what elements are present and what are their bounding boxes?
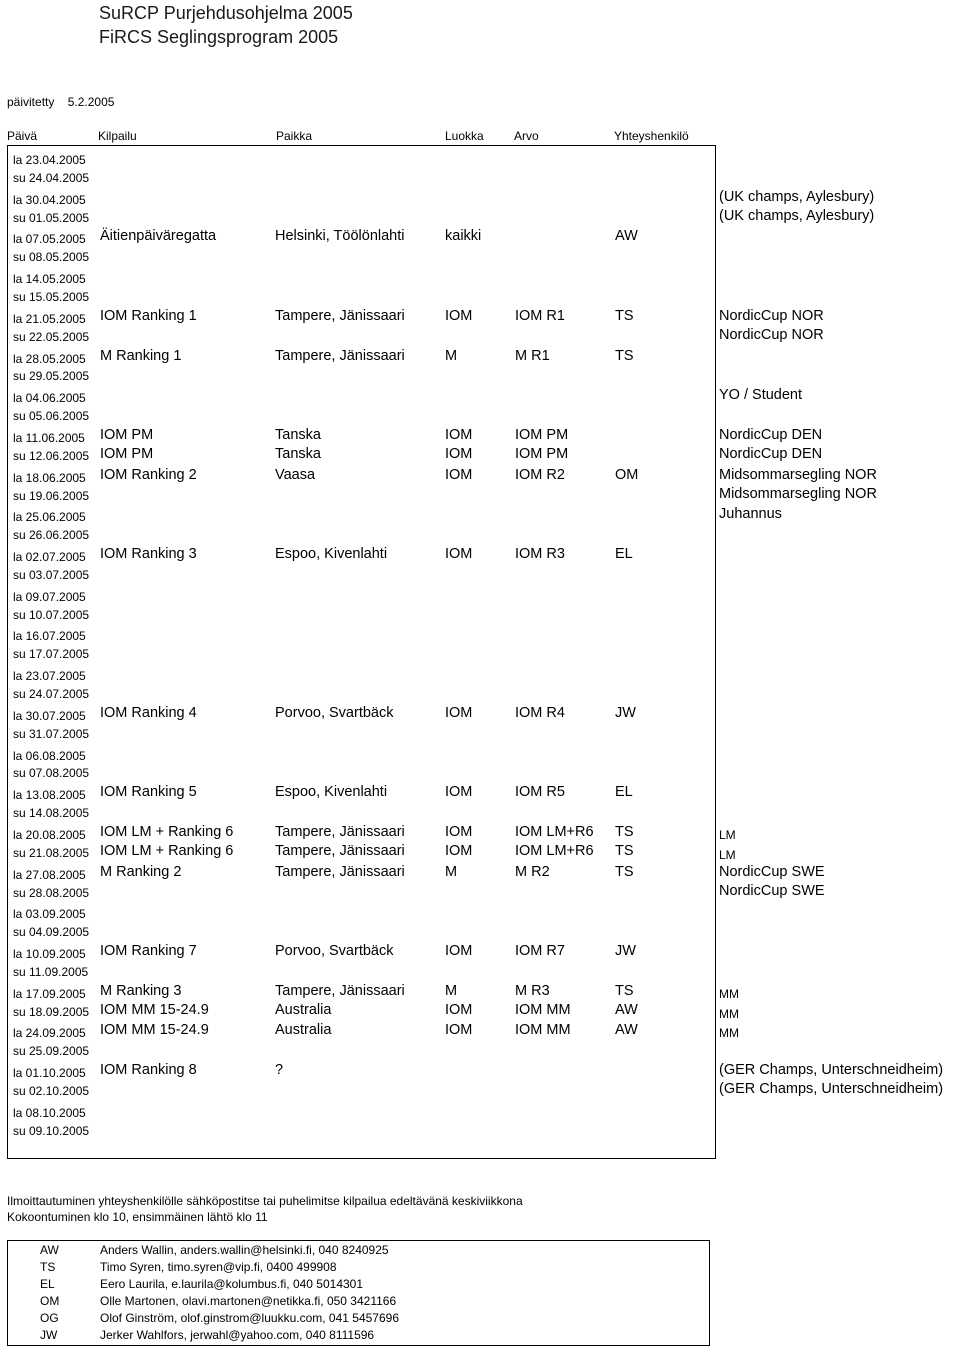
row-date: su 05.06.2005: [13, 409, 90, 424]
table-row: [0, 366, 960, 386]
row-date: la 10.09.2005: [13, 947, 86, 961]
title-line-2: FiRCS Seglingsprogram 2005: [99, 27, 339, 47]
table-row: [0, 386, 960, 406]
row-location: Tanska: [275, 426, 321, 443]
table-row: [0, 1002, 960, 1022]
row-date: su 28.08.2005: [13, 885, 90, 900]
row-date: la 14.05.2005: [13, 272, 86, 287]
table-row: [0, 208, 960, 228]
row-class: IOM: [445, 704, 473, 721]
row-class: M: [445, 347, 458, 364]
row-note: NordicCup DEN: [719, 426, 823, 443]
row-date: la 08.10.2005: [13, 1105, 86, 1120]
table-row: [0, 188, 960, 208]
row-note: Juhannus: [719, 506, 782, 523]
row-date: su 29.05.2005: [13, 369, 90, 384]
row-class: IOM: [445, 784, 473, 801]
row-date: la 23.07.2005: [13, 669, 86, 684]
row-class: M: [445, 982, 458, 999]
row-note: MM: [719, 986, 739, 1001]
row-note: (GER Champs, Unterschneidheim): [719, 1062, 944, 1079]
contact-info: Olof Ginström, olof.ginstrom@luukku.com, 041 5457696: [100, 1311, 399, 1325]
row-rating: IOM MM: [515, 1022, 571, 1039]
row-contact: AW: [615, 228, 638, 245]
table-row: [0, 684, 960, 704]
row-date: su 24.04.2005: [13, 170, 90, 185]
row-date: la 04.06.2005: [13, 391, 86, 406]
row-rating: IOM R2: [515, 466, 565, 483]
contact-code: TS: [40, 1260, 56, 1274]
row-contact: JW: [615, 704, 636, 721]
row-date: su 07.08.2005: [13, 766, 90, 781]
table-row: [0, 863, 960, 883]
row-date: su 24.07.2005: [13, 687, 90, 701]
row-class: IOM: [445, 426, 473, 443]
contact-info: Jerker Wahlfors, jerwahl@yahoo.com, 040 8111596: [100, 1328, 375, 1342]
row-date: su 04.09.2005: [13, 925, 90, 940]
row-rating: IOM MM: [515, 1001, 571, 1018]
row-date: su 18.09.2005: [13, 1004, 90, 1019]
row-date: la 03.09.2005: [13, 907, 86, 922]
row-date: su 08.05.2005: [13, 250, 90, 265]
row-date: la 27.08.2005: [13, 867, 86, 882]
row-rating: IOM PM: [515, 445, 569, 462]
table-row: [0, 585, 960, 605]
row-date: la 02.07.2005: [13, 550, 86, 564]
row-date: la 24.09.2005: [13, 1026, 86, 1041]
row-rating: IOM R1: [515, 307, 565, 324]
table-row: [0, 1061, 960, 1081]
row-competition: Äitienpäiväregatta: [100, 228, 217, 245]
row-date: la 23.04.2005: [13, 153, 86, 167]
contact-code: AW: [40, 1243, 59, 1257]
row-date: la 13.08.2005: [13, 788, 86, 803]
row-date: su 03.07.2005: [13, 567, 90, 582]
contact-info: Olle Martonen, olavi.martonen@netikka.fi, 050 3421166: [100, 1294, 397, 1308]
table-row: [0, 486, 960, 506]
row-note: (UK champs, Aylesbury): [719, 188, 875, 205]
row-note: MM: [719, 1026, 739, 1041]
row-contact: OM: [615, 466, 639, 483]
row-location: Australia: [275, 1022, 332, 1039]
contact-code: JW: [40, 1328, 58, 1342]
header-paikka: Paikka: [276, 129, 313, 143]
row-location: Porvoo, Svartbäck: [275, 943, 394, 959]
row-date: la 30.07.2005: [13, 708, 86, 723]
row-note: NordicCup NOR: [719, 307, 824, 324]
row-note: NordicCup SWE: [719, 863, 825, 880]
row-date: su 22.05.2005: [13, 329, 90, 344]
contact-row: [8, 1294, 708, 1311]
row-date: su 26.06.2005: [13, 528, 90, 543]
row-class: IOM: [445, 307, 473, 324]
row-location: Tampere, Jänissaari: [275, 307, 405, 324]
row-date: su 17.07.2005: [13, 647, 90, 662]
row-date: su 10.07.2005: [13, 607, 90, 622]
table-row: [0, 267, 960, 287]
row-note: (GER Champs, Unterschneidheim): [719, 1081, 944, 1097]
row-rating: M R3: [515, 982, 550, 999]
row-contact: AW: [615, 1022, 638, 1039]
contact-code: EL: [40, 1277, 55, 1291]
header-yhteyshenkilo: Yhteyshenkilö: [614, 129, 689, 143]
table-row: [0, 545, 960, 565]
contact-info: Eero Laurila, e.laurila@kolumbus.fi, 040 5014301: [100, 1277, 364, 1291]
row-location: Australia: [275, 1001, 332, 1018]
header-paiva: Päivä: [7, 129, 38, 143]
row-competition: IOM Ranking 4: [100, 704, 197, 721]
title-line-1: SuRCP Purjehdusohjelma 2005: [99, 3, 353, 23]
row-contact: TS: [615, 842, 634, 859]
table-row: [0, 823, 960, 843]
row-competition: IOM LM + Ranking 6: [100, 823, 234, 840]
row-note: NordicCup SWE: [719, 882, 825, 899]
row-date: la 16.07.2005: [13, 629, 86, 644]
table-row: [0, 605, 960, 625]
row-rating: M R1: [515, 347, 550, 364]
table-row: [0, 1081, 960, 1101]
table-row: [0, 922, 960, 942]
row-note: YO / Student: [719, 387, 803, 404]
row-date: su 19.06.2005: [13, 488, 90, 503]
row-date: la 01.10.2005: [13, 1066, 86, 1081]
row-date: su 01.05.2005: [13, 210, 90, 225]
row-location: Porvoo, Svartbäck: [275, 704, 394, 721]
table-row: [0, 426, 960, 446]
row-contact: TS: [615, 982, 634, 999]
row-class: IOM: [445, 546, 473, 562]
row-competition: IOM Ranking 7: [100, 943, 197, 959]
contact-row: [8, 1243, 708, 1260]
row-rating: IOM LM+R6: [515, 823, 594, 840]
row-competition: IOM Ranking 8: [100, 1062, 197, 1079]
note-gathering: Kokoontuminen klo 10, ensimmäinen lähtö klo 11: [7, 1210, 268, 1224]
row-competition: IOM Ranking 2: [100, 466, 197, 483]
table-row: [0, 565, 960, 585]
notes: [7, 1193, 523, 1225]
row-date: su 21.08.2005: [13, 845, 90, 860]
row-rating: IOM LM+R6: [515, 842, 594, 859]
contact-code: OG: [40, 1311, 59, 1325]
row-location: Tampere, Jänissaari: [275, 347, 405, 364]
row-contact: EL: [615, 546, 633, 562]
row-date: la 06.08.2005: [13, 748, 86, 763]
row-class: IOM: [445, 445, 473, 462]
table-row: [0, 347, 960, 367]
row-date: su 14.08.2005: [13, 806, 90, 821]
row-location: Espoo, Kivenlahti: [275, 784, 388, 801]
row-date: la 30.04.2005: [13, 192, 86, 207]
row-contact: TS: [615, 863, 634, 880]
table-row: [0, 227, 960, 247]
row-competition: IOM LM + Ranking 6: [100, 842, 234, 859]
row-contact: EL: [615, 784, 633, 801]
table-row: [0, 962, 960, 982]
table-row: [0, 406, 960, 426]
table-row: [0, 883, 960, 903]
row-note: Midsommarsegling NOR: [719, 485, 877, 502]
row-date: la 25.06.2005: [13, 510, 86, 525]
row-location: Helsinki, Töölönlahti: [275, 228, 405, 245]
header-kilpailu: Kilpailu: [98, 129, 137, 143]
row-competition: M Ranking 2: [100, 863, 182, 880]
table-row: [0, 148, 960, 168]
row-competition: IOM PM: [100, 426, 154, 443]
row-date: la 17.09.2005: [13, 986, 86, 1001]
contact-info: Timo Syren, timo.syren@vip.fi, 0400 499908: [100, 1260, 337, 1274]
row-date: la 28.05.2005: [13, 351, 86, 366]
row-competition: M Ranking 3: [100, 982, 182, 999]
row-date: su 02.10.2005: [13, 1084, 90, 1098]
table-row: [0, 902, 960, 922]
table-row: [0, 724, 960, 744]
row-date: la 21.05.2005: [13, 311, 86, 326]
row-class: IOM: [445, 1001, 473, 1018]
header-arvo: Arvo: [514, 129, 539, 143]
table-row: [0, 505, 960, 525]
row-date: su 11.09.2005: [13, 964, 89, 979]
table-row: [0, 982, 960, 1002]
row-date: su 12.06.2005: [13, 448, 90, 463]
row-competition: IOM Ranking 5: [100, 784, 197, 801]
row-date: la 20.08.2005: [13, 827, 86, 842]
row-contact: AW: [615, 1001, 638, 1018]
table-row: [0, 624, 960, 644]
row-competition: IOM MM 15-24.9: [100, 1022, 209, 1039]
row-competition: IOM Ranking 3: [100, 546, 197, 562]
updated-line: [7, 95, 114, 109]
row-note: Midsommarsegling NOR: [719, 466, 877, 483]
table-row: [0, 664, 960, 684]
row-class: IOM: [445, 842, 473, 859]
row-date: su 25.09.2005: [13, 1044, 90, 1059]
row-class: M: [445, 863, 458, 880]
table-row: [0, 446, 960, 466]
row-competition: IOM Ranking 1: [100, 307, 197, 324]
row-location: Vaasa: [275, 466, 316, 483]
table-row: [0, 803, 960, 823]
row-competition: IOM MM 15-24.9: [100, 1001, 209, 1018]
table-row: [0, 168, 960, 188]
row-rating: IOM R5: [515, 784, 565, 801]
table-row: [0, 644, 960, 664]
row-contact: TS: [615, 307, 634, 324]
contact-row: [8, 1260, 708, 1277]
note-registration: Ilmoittautuminen yhteyshenkilölle sähköpostitse tai puhelimitse kilpailua edeltävänä keskiviikkona: [7, 1194, 523, 1208]
updated-value: 5.2.2005: [67, 95, 115, 109]
row-location: Tampere, Jänissaari: [275, 982, 405, 999]
row-rating: IOM R7: [515, 943, 565, 959]
row-note: (UK champs, Aylesbury): [719, 207, 875, 224]
row-class: IOM: [445, 1022, 473, 1039]
row-location: Espoo, Kivenlahti: [275, 546, 388, 562]
table-row: [0, 247, 960, 267]
row-date: la 09.07.2005: [13, 589, 86, 604]
row-date: la 18.06.2005: [13, 470, 86, 485]
row-note: NordicCup NOR: [719, 326, 824, 343]
row-location: Tampere, Jänissaari: [275, 823, 405, 840]
row-competition: IOM PM: [100, 445, 154, 462]
row-location: Tampere, Jänissaari: [275, 863, 405, 880]
table-row: [0, 1101, 960, 1121]
table-row: [0, 1041, 960, 1061]
table-row: [0, 744, 960, 764]
row-date: su 15.05.2005: [13, 290, 90, 304]
row-class: IOM: [445, 823, 473, 840]
table-row: [0, 1021, 960, 1041]
contact-row: [8, 1311, 708, 1328]
table-row: [0, 843, 960, 863]
row-location: Tanska: [275, 445, 321, 462]
header-luokka: Luokka: [445, 129, 484, 143]
row-class: IOM: [445, 943, 473, 959]
table-row: [0, 1121, 960, 1141]
table-row: [0, 763, 960, 783]
row-rating: M R2: [515, 863, 550, 880]
row-note: LM: [719, 847, 736, 862]
table-row: [0, 783, 960, 803]
row-rating: IOM PM: [515, 426, 569, 443]
row-note: LM: [719, 827, 736, 842]
table-row: [0, 466, 960, 486]
contact-row: [8, 1277, 708, 1294]
row-date: su 09.10.2005: [13, 1123, 90, 1138]
row-contact: TS: [615, 823, 634, 840]
row-date: su 31.07.2005: [13, 726, 90, 741]
table-row: [0, 287, 960, 307]
contact-row: [8, 1328, 708, 1345]
row-note: MM: [719, 1006, 739, 1021]
contact-code: OM: [40, 1294, 60, 1308]
row-class: IOM: [445, 466, 473, 483]
row-contact: TS: [615, 347, 634, 364]
row-location: ?: [275, 1062, 284, 1079]
row-date: la 07.05.2005: [13, 232, 86, 247]
row-rating: IOM R4: [515, 704, 565, 721]
row-rating: IOM R3: [515, 546, 565, 562]
row-location: Tampere, Jänissaari: [275, 842, 405, 859]
table-row: [0, 704, 960, 724]
row-class: kaikki: [445, 228, 482, 245]
row-contact: JW: [615, 943, 636, 959]
row-note: NordicCup DEN: [719, 445, 823, 462]
table-row: [0, 942, 960, 962]
contact-info: Anders Wallin, anders.wallin@helsinki.fi, 040 8240925: [100, 1243, 389, 1257]
contacts-box: [7, 1240, 710, 1346]
table-row: [0, 327, 960, 347]
row-competition: M Ranking 1: [100, 347, 182, 364]
table-row: [0, 525, 960, 545]
table-row: [0, 307, 960, 327]
updated-label: päivitetty: [7, 95, 55, 109]
row-date: la 11.06.2005: [13, 430, 85, 445]
